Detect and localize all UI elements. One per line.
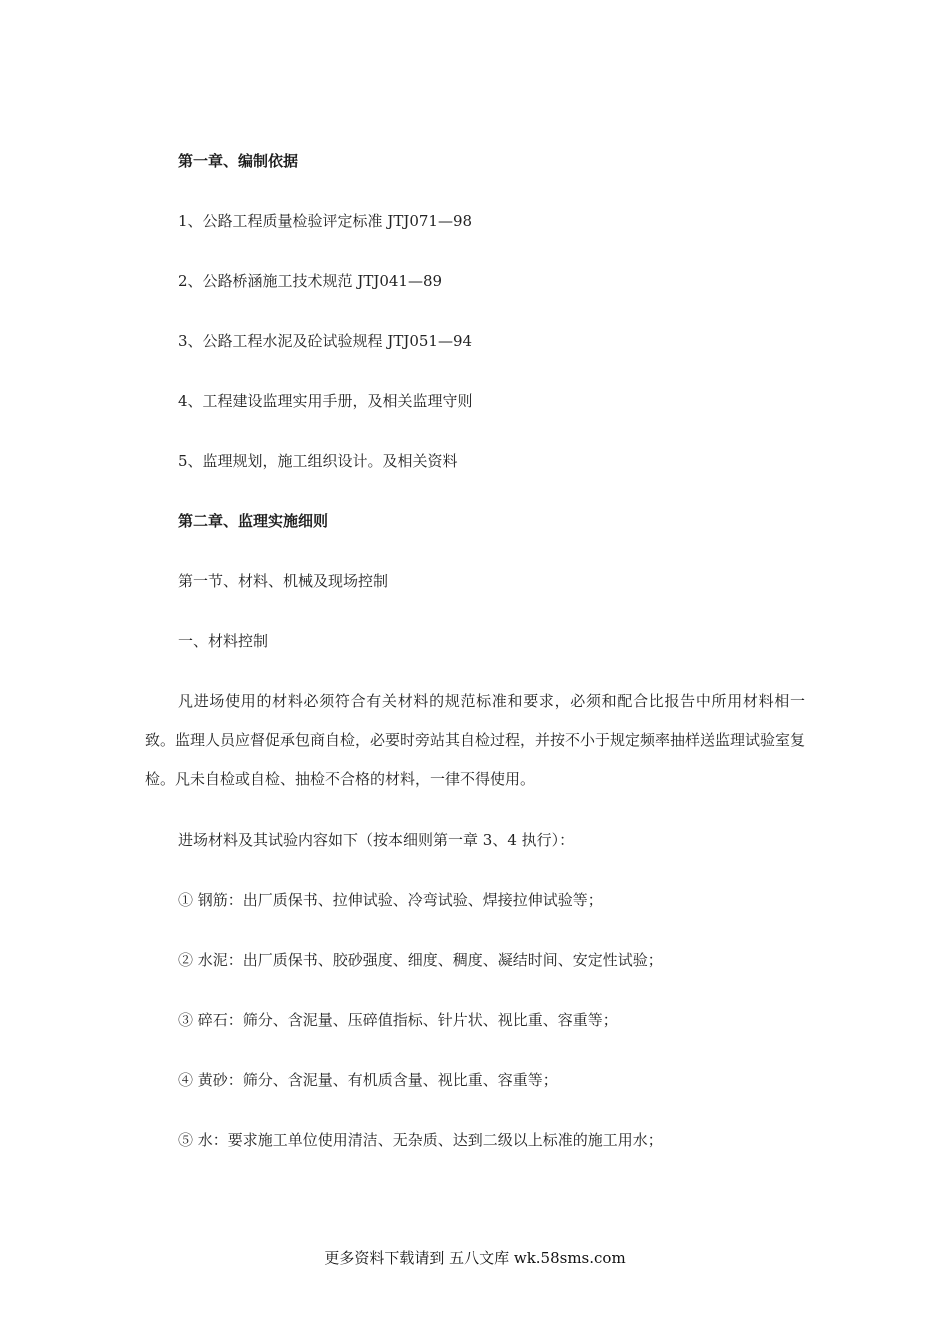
chapter2-title: 第二章、监理实施细则 bbox=[178, 512, 329, 530]
basis-item-5: 5、监理规划，施工组织设计。及相关资料 bbox=[178, 452, 458, 470]
test-item-sand: ④ 黄砂：筛分、含泥量、有机质含量、视比重、容重等； bbox=[178, 1071, 558, 1089]
test-item-cement: ② 水泥：出厂质保书、胶砂强度、细度、稠度、凝结时间、安定性试验； bbox=[178, 951, 663, 969]
test-intro: 进场材料及其试验内容如下（按本细则第一章 3、4 执行）： bbox=[178, 831, 575, 849]
basis-item-1: 1、公路工程质量检验评定标准 JTJ071—98 bbox=[178, 212, 473, 230]
subsection1-title: 一、材料控制 bbox=[178, 632, 269, 650]
test-item-gravel: ③ 碎石：筛分、含泥量、压碎值指标、针片状、视比重、容重等； bbox=[178, 1011, 618, 1029]
basis-item-4: 4、工程建设监理实用手册，及相关监理守则 bbox=[178, 392, 473, 410]
chapter1-title: 第一章、编制依据 bbox=[178, 152, 299, 170]
material-paragraph: 凡进场使用的材料必须符合有关材料的规范标准和要求，必须和配合比报告中所用材料相一致。监理人员应督促承包商自检，必要时旁站其自检过程，并按不小于规定频率抽样送监理试验室复检。凡未自检或自检、抽检不合格的材料，一律不得使用。 bbox=[145, 692, 806, 788]
basis-item-3: 3、公路工程水泥及砼试验规程 JTJ051—94 bbox=[178, 332, 473, 350]
section1-title: 第一节、材料、机械及现场控制 bbox=[178, 572, 389, 590]
basis-item-2: 2、公路桥涵施工技术规范 JTJ041—89 bbox=[178, 272, 443, 290]
test-item-steel: ① 钢筋：出厂质保书、拉伸试验、冷弯试验、焊接拉伸试验等； bbox=[178, 891, 603, 909]
test-item-water: ⑤ 水：要求施工单位使用清洁、无杂质、达到二级以上标准的施工用水； bbox=[178, 1131, 663, 1149]
footer-download-note: 更多资料下载请到 五八文库 wk.58sms.com bbox=[324, 1249, 626, 1267]
